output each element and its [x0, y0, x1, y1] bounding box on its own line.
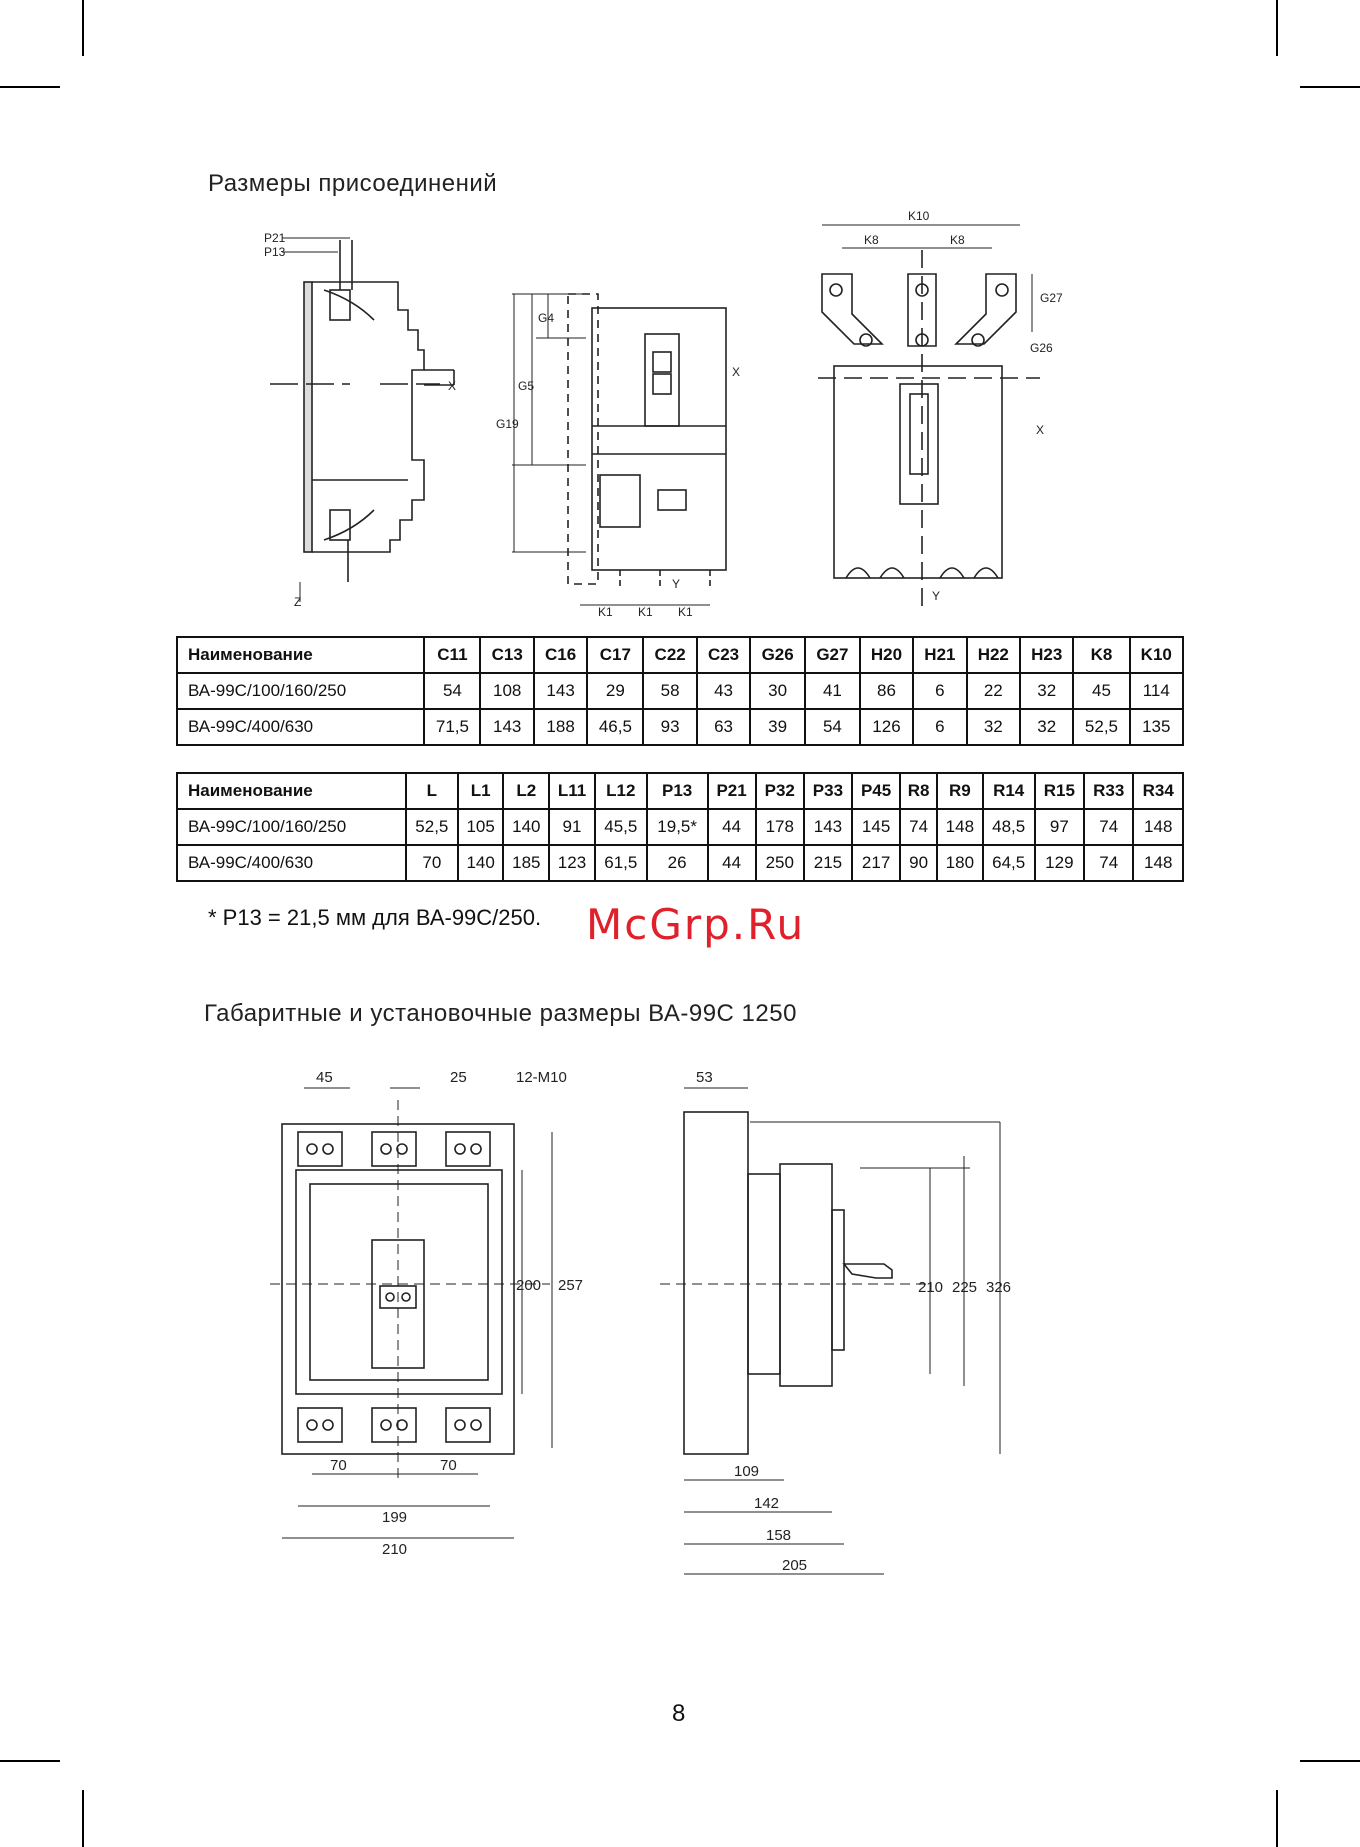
table-cell: 26	[647, 845, 708, 881]
table-cell: 41	[805, 673, 860, 709]
label-k10: K10	[908, 209, 930, 223]
section-title-connections: Размеры присоединений	[208, 170, 498, 197]
table-cell: 93	[643, 709, 696, 745]
table-header-cell: H21	[913, 637, 966, 673]
table-header-cell: P13	[647, 773, 708, 809]
table-cell: 32	[1020, 673, 1073, 709]
table-header-cell: C23	[697, 637, 750, 673]
table-cell: 6	[913, 673, 966, 709]
label-g26: G26	[1030, 341, 1053, 355]
overall-dimensions-drawing	[270, 1060, 1070, 1580]
table-row	[177, 809, 1183, 845]
table-cell: 44	[708, 845, 756, 881]
side-outline	[660, 1088, 1000, 1574]
table-cell: 32	[1020, 709, 1073, 745]
dim-45: 45	[316, 1069, 333, 1086]
table-header-cell: L12	[595, 773, 647, 809]
dim-109: 109	[734, 1463, 760, 1480]
table-cell: 126	[860, 709, 913, 745]
table-cell: 188	[534, 709, 587, 745]
label-k8: K8	[864, 233, 879, 247]
table-header-cell: R15	[1035, 773, 1084, 809]
table-header-cell: K8	[1073, 637, 1129, 673]
table-header-cell: C22	[643, 637, 696, 673]
label-x-side: X	[448, 379, 457, 393]
table-row	[177, 709, 1183, 745]
label-k1: K1	[638, 605, 653, 619]
table-cell: 70	[406, 845, 458, 881]
watermark: McGrp.Ru	[586, 900, 806, 949]
table-header-cell: R34	[1133, 773, 1183, 809]
table-header-cell: R8	[900, 773, 937, 809]
table-header-cell: P33	[804, 773, 852, 809]
table-cell: 30	[750, 673, 805, 709]
table-cell: 180	[937, 845, 983, 881]
table-cell: 61,5	[595, 845, 647, 881]
crop-mark	[0, 86, 60, 88]
table-cell: 45	[1073, 673, 1129, 709]
crop-mark	[1300, 1760, 1360, 1762]
label-x-front: X	[732, 365, 741, 379]
table-cell: 143	[804, 809, 852, 845]
table-cell: 74	[1084, 809, 1133, 845]
table-header-cell: C17	[587, 637, 643, 673]
table-header-row	[177, 637, 1183, 673]
crop-mark	[1276, 0, 1278, 56]
label-g5: G5	[518, 379, 535, 393]
table-header-cell: G27	[805, 637, 860, 673]
table-header-cell: Наименование	[177, 773, 406, 809]
dim-210: 210	[918, 1279, 944, 1296]
table-cell: 108	[480, 673, 533, 709]
dim-205: 205	[782, 1557, 808, 1574]
table-header-cell: C13	[480, 637, 533, 673]
table-header-cell: L11	[549, 773, 595, 809]
table-header-cell: P45	[852, 773, 900, 809]
front-view	[512, 294, 726, 605]
page-number: 8	[672, 1700, 686, 1727]
dim-53: 53	[696, 1069, 713, 1086]
crop-mark	[0, 1760, 60, 1762]
label-p13: P13	[264, 245, 286, 259]
table-cell: 74	[900, 809, 937, 845]
dim-326: 326	[986, 1279, 1012, 1296]
top-terminals	[298, 1132, 490, 1166]
bottom-terminals	[298, 1408, 490, 1442]
table-cell: 54	[424, 673, 480, 709]
dim-70: 70	[330, 1457, 347, 1474]
label-k1: K1	[598, 605, 613, 619]
table-header-row	[177, 773, 1183, 809]
section-title-overall-dimensions: Габаритные и установочные размеры ВА-99С 1250	[204, 1000, 797, 1027]
dim-257: 257	[558, 1277, 584, 1294]
table-cell: 91	[549, 809, 595, 845]
dim-142: 142	[754, 1495, 780, 1512]
dimensions-table-1	[176, 636, 1184, 746]
table-cell: 90	[900, 845, 937, 881]
table-cell: 140	[503, 809, 549, 845]
table-cell: 52,5	[1073, 709, 1129, 745]
table-header-cell: L1	[458, 773, 504, 809]
table-cell: 148	[1133, 845, 1183, 881]
table-cell: 217	[852, 845, 900, 881]
table-cell: ВА-99С/400/630	[177, 709, 424, 745]
table-cell: 19,5*	[647, 809, 708, 845]
dim-70: 70	[440, 1457, 457, 1474]
label-g19: G19	[496, 417, 519, 431]
table-cell: 64,5	[983, 845, 1035, 881]
table-header-cell: R14	[983, 773, 1035, 809]
table-cell: 250	[756, 845, 804, 881]
table-cell: 58	[643, 673, 696, 709]
label-y-front: Y	[672, 577, 681, 591]
dim-210: 210	[382, 1541, 408, 1558]
table-cell: 74	[1084, 845, 1133, 881]
table-cell: 143	[534, 673, 587, 709]
label-p21: P21	[264, 231, 286, 245]
crop-mark	[82, 1790, 84, 1847]
side-view	[270, 238, 457, 602]
table-cell: 86	[860, 673, 913, 709]
table-header-cell: C16	[534, 637, 587, 673]
label-k8: K8	[950, 233, 965, 247]
table-header-cell: R33	[1084, 773, 1133, 809]
table-header-cell: Наименование	[177, 637, 424, 673]
table-cell: 185	[503, 845, 549, 881]
dim-158: 158	[766, 1527, 792, 1544]
table-cell: 123	[549, 845, 595, 881]
dim-199: 199	[382, 1509, 408, 1526]
table-cell: 97	[1035, 809, 1084, 845]
table-cell: 45,5	[595, 809, 647, 845]
table-row	[177, 673, 1183, 709]
dim-225: 225	[952, 1279, 978, 1296]
table-cell: 105	[458, 809, 504, 845]
label-y-top: Y	[932, 589, 941, 603]
table-header-cell: R9	[937, 773, 983, 809]
table-header-cell: P32	[756, 773, 804, 809]
label-g4: G4	[538, 311, 555, 325]
table-header-cell: C11	[424, 637, 480, 673]
table-cell: 148	[937, 809, 983, 845]
table-cell: 135	[1130, 709, 1183, 745]
dim-12-m10: 12-M10	[516, 1069, 567, 1086]
table-header-cell: G26	[750, 637, 805, 673]
table-cell: 6	[913, 709, 966, 745]
table-cell: 48,5	[983, 809, 1035, 845]
table-cell: 46,5	[587, 709, 643, 745]
table-cell: 44	[708, 809, 756, 845]
front-outline	[270, 1088, 552, 1538]
table-cell: ВА-99С/100/160/250	[177, 673, 424, 709]
table-cell: 215	[804, 845, 852, 881]
table-row	[177, 845, 1183, 881]
table-cell: 140	[458, 845, 504, 881]
table-cell: 43	[697, 673, 750, 709]
terminal-view	[818, 225, 1040, 610]
table-header-cell: L2	[503, 773, 549, 809]
label-z: Z	[294, 595, 302, 609]
dim-25: 25	[450, 1069, 467, 1086]
crop-mark	[1276, 1790, 1278, 1847]
table-cell: ВА-99С/400/630	[177, 845, 406, 881]
table-cell: 129	[1035, 845, 1084, 881]
label-k1: K1	[678, 605, 693, 619]
table-cell: 29	[587, 673, 643, 709]
table-header-cell: L	[406, 773, 458, 809]
dim-200: 200	[516, 1277, 542, 1294]
table-header-cell: K10	[1130, 637, 1183, 673]
table-header-cell: H20	[860, 637, 913, 673]
table-header-cell: H23	[1020, 637, 1073, 673]
table-cell: 143	[480, 709, 533, 745]
table-cell: 32	[967, 709, 1020, 745]
table-cell: 54	[805, 709, 860, 745]
crop-mark	[1300, 86, 1360, 88]
table-header-cell: H22	[967, 637, 1020, 673]
table-cell: 148	[1133, 809, 1183, 845]
table-cell: 178	[756, 809, 804, 845]
footnote: * P13 = 21,5 мм для ВА-99С/250.	[208, 905, 542, 930]
label-x-top: X	[1036, 423, 1045, 437]
crop-mark	[82, 0, 84, 56]
table-cell: 63	[697, 709, 750, 745]
table-cell: 145	[852, 809, 900, 845]
table-header-cell: P21	[708, 773, 756, 809]
table-cell: 114	[1130, 673, 1183, 709]
dimensions-table-2	[176, 772, 1184, 882]
table-cell: 52,5	[406, 809, 458, 845]
table-cell: 71,5	[424, 709, 480, 745]
table-cell: 22	[967, 673, 1020, 709]
label-g27: G27	[1040, 291, 1063, 305]
table-cell: ВА-99С/100/160/250	[177, 809, 406, 845]
table-cell: 39	[750, 709, 805, 745]
connection-dimensions-drawing	[240, 209, 1063, 620]
